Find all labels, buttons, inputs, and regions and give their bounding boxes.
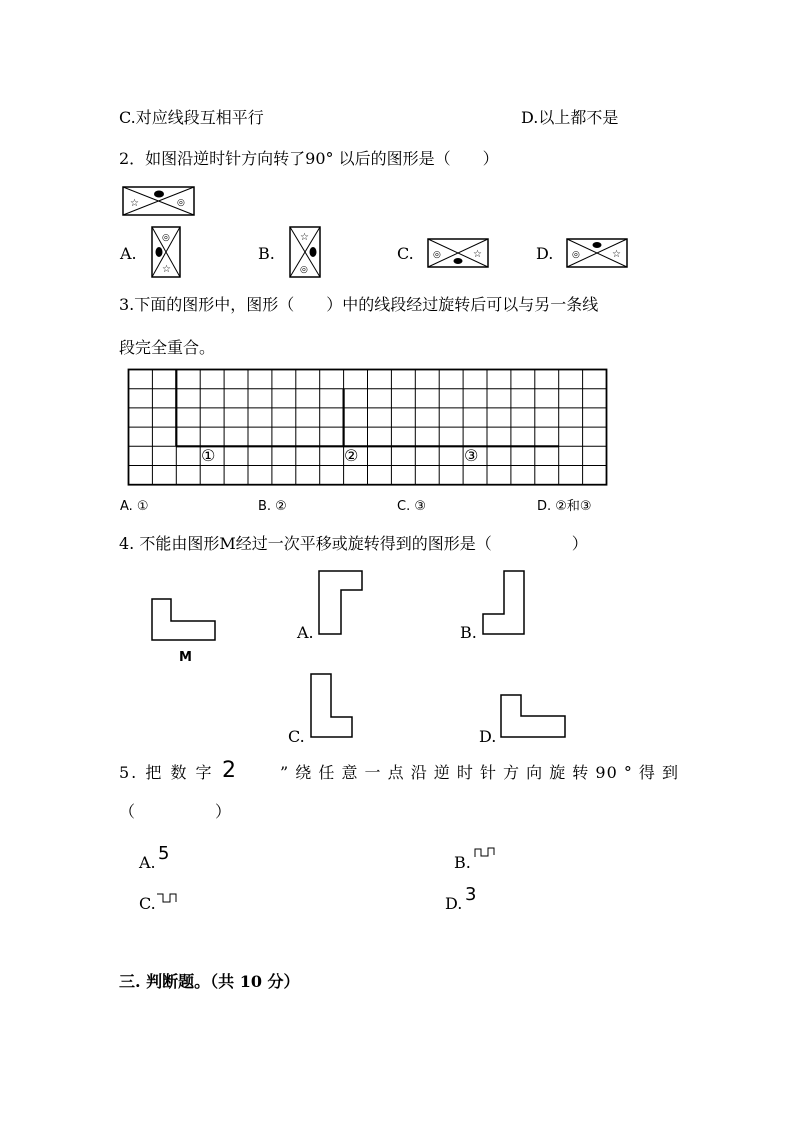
- q4-m-label: M: [179, 650, 192, 665]
- svg-text:☆: ☆: [300, 232, 309, 243]
- q5-option-c-glyph[interactable]: [156, 891, 178, 905]
- q4-option-b-label: B.: [460, 623, 477, 642]
- q3-option-a[interactable]: A. ①: [120, 499, 149, 514]
- q2-stem: 2．如图沿逆时针方向转了90° 以后的图形是（ ）: [119, 149, 499, 168]
- q4-figure-m: [151, 598, 217, 642]
- q5-digit-glyph: 2: [222, 758, 236, 783]
- q4-stem: 4. 不能由图形M经过一次平移或旋转得到的图形是（ ）: [119, 534, 588, 553]
- q3-circle-1: ①: [201, 446, 216, 465]
- q2-original-figure: [122, 186, 195, 216]
- q2-option-a-figure[interactable]: [151, 226, 181, 278]
- q2-option-b-label: B.: [258, 244, 275, 263]
- q3-grid-figure: [128, 369, 608, 487]
- q4-option-a-label: A.: [297, 623, 314, 642]
- svg-text:☆: ☆: [473, 249, 482, 260]
- q5-option-a-glyph[interactable]: 5: [158, 843, 170, 864]
- q5-option-b-label: B.: [454, 853, 471, 872]
- q5-option-d-label: D.: [445, 894, 463, 913]
- q4-option-b-figure[interactable]: [482, 570, 526, 636]
- q2-option-d-label: D.: [536, 244, 554, 263]
- q4-option-c-figure[interactable]: [310, 673, 354, 739]
- q5-option-a-label: A.: [139, 853, 156, 872]
- svg-text:◎: ◎: [300, 265, 308, 275]
- q5-option-d-glyph[interactable]: 3: [465, 884, 477, 905]
- svg-text:◎: ◎: [162, 233, 170, 243]
- q5-stem-prefix: 5. 把 数 字: [119, 763, 214, 782]
- q5-option-c-label: C.: [139, 894, 156, 913]
- svg-text:☆: ☆: [162, 264, 171, 275]
- q1-option-d: D.以上都不是: [521, 108, 619, 127]
- q2-option-c-figure[interactable]: [427, 238, 489, 268]
- svg-text:☆: ☆: [612, 249, 621, 260]
- q5-option-b-glyph[interactable]: [474, 846, 496, 858]
- q3-option-c[interactable]: C. ③: [397, 499, 426, 514]
- svg-text:◎: ◎: [572, 250, 580, 260]
- q3-option-b[interactable]: B. ②: [258, 499, 287, 514]
- q5-answer-blank[interactable]: （ ）: [119, 802, 232, 821]
- q3-circle-3: ③: [464, 446, 479, 465]
- q2-option-a-label: A.: [120, 244, 137, 263]
- svg-text:☆: ☆: [130, 198, 139, 209]
- q2-option-c-label: C.: [397, 244, 414, 263]
- section3-title: 三. 判断题。（共 10 分）: [119, 972, 300, 991]
- q4-option-d-label: D.: [479, 727, 497, 746]
- q2-option-b-figure[interactable]: [289, 226, 321, 278]
- q4-option-c-label: C.: [288, 727, 305, 746]
- q5-stem-suffix: ” 绕 任 意 一 点 沿 逆 时 针 方 向 旋 转 90 ° 得 到: [280, 763, 680, 782]
- q4-option-d-figure[interactable]: [500, 694, 568, 740]
- q3-stem-line2: 段完全重合。: [119, 338, 216, 357]
- svg-text:◎: ◎: [433, 250, 441, 260]
- svg-text:◎: ◎: [177, 198, 185, 208]
- q1-option-c: C.对应线段互相平行: [119, 108, 264, 127]
- q3-stem-line1: 3.下面的图形中，图形（ ）中的线段经过旋转后可以与另一条线: [119, 295, 599, 314]
- q4-option-a-figure[interactable]: [318, 570, 364, 636]
- q3-option-d[interactable]: D. ②和③: [537, 499, 592, 514]
- q2-option-d-figure[interactable]: [566, 238, 628, 268]
- q3-circle-2: ②: [344, 446, 359, 465]
